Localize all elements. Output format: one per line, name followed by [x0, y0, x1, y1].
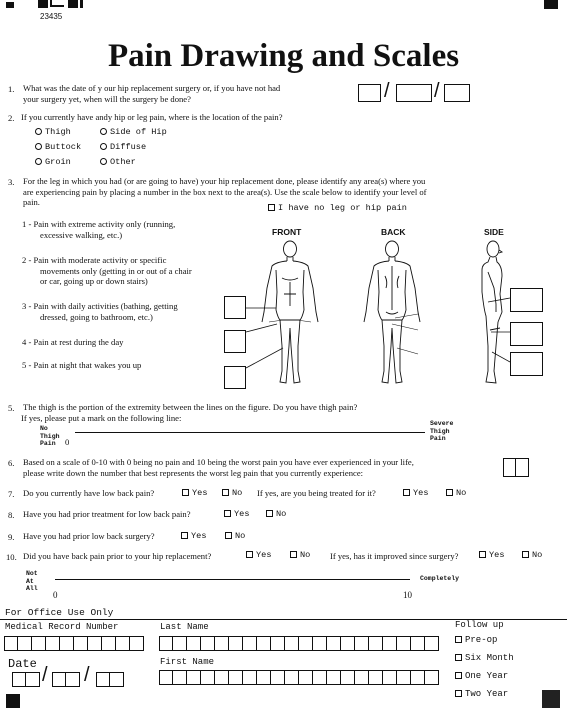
q1-text: What was the date of y our hip replacement surgery or, if you have not had your surgery yet, when will the surgery be done?: [23, 83, 281, 104]
date-day-input[interactable]: [52, 672, 80, 687]
q10-no[interactable]: No: [290, 550, 310, 560]
last-name-label: Last Name: [160, 622, 209, 632]
q10-text: Did you have back pain prior to your hip replacement?: [23, 551, 212, 561]
date-year-input[interactable]: [96, 672, 124, 687]
body-diagram: [220, 236, 560, 391]
pain-scale-1: 1 - Pain with extreme activity only (running, excessive walking, etc.): [22, 219, 176, 240]
side-area-box-1[interactable]: [510, 288, 543, 312]
q2-number: 2.: [8, 113, 15, 123]
q10-right-label: Completely: [420, 575, 460, 582]
q2-option-diffuse[interactable]: Diffuse: [100, 142, 146, 152]
q10-left-value: 0: [53, 590, 58, 600]
q3-number: 3.: [8, 177, 15, 187]
q2-option-groin[interactable]: Groin: [35, 157, 71, 167]
q8-no[interactable]: No: [266, 509, 286, 519]
q1-number: 1.: [8, 84, 15, 94]
q2-option-side-of-hip[interactable]: Side of Hip: [100, 127, 167, 137]
checkbox-icon[interactable]: [182, 489, 189, 496]
q6-text: Based on a scale of 0-10 with 0 being no pain and 10 being the worst pain you have ever experienced in your life, please write down the number that best represents the worst leg pain that you currently experience:: [23, 457, 414, 478]
q10-followup-no[interactable]: No: [522, 550, 542, 560]
q1-slash-2: /: [434, 80, 440, 102]
follow-up-six-month[interactable]: Six Month: [455, 653, 514, 663]
checkbox-icon[interactable]: [522, 551, 529, 558]
checkbox-icon[interactable]: [181, 532, 188, 539]
last-name-input[interactable]: [159, 636, 439, 651]
q2-option-other[interactable]: Other: [100, 157, 136, 167]
checkbox-icon[interactable]: [455, 690, 462, 697]
pain-scale-2: 2 - Pain with moderate activity or specific movements only (getting in or out of a chair or car, going up or down stairs): [22, 255, 192, 286]
front-area-box-3[interactable]: [224, 366, 246, 389]
view-label-back: BACK: [381, 227, 406, 237]
date-month-input[interactable]: [12, 672, 40, 687]
q10-followup-yes[interactable]: Yes: [479, 550, 504, 560]
front-figure: [262, 241, 318, 383]
q10-yes[interactable]: Yes: [246, 550, 271, 560]
checkbox-icon[interactable]: [290, 551, 297, 558]
q1-month-box[interactable]: [358, 84, 381, 102]
page-title: Pain Drawing and Scales: [107, 38, 460, 74]
radio-icon[interactable]: [100, 158, 107, 165]
q7-followup-yes[interactable]: Yes: [403, 488, 428, 498]
q5-thigh-pain-line[interactable]: [75, 432, 425, 433]
registration-mark-top-right: [544, 0, 558, 9]
q7-number: 7.: [8, 489, 15, 499]
checkbox-icon[interactable]: [455, 636, 462, 643]
q6-worst-pain-box[interactable]: [503, 458, 529, 477]
date-slash-1: /: [42, 664, 48, 686]
q2-option-thigh[interactable]: Thigh: [35, 127, 71, 137]
q7-no[interactable]: No: [222, 488, 242, 498]
q5-left-value: 0: [65, 437, 70, 447]
side-area-box-3[interactable]: [510, 352, 543, 376]
q2-text: If you currently have andy hip or leg pain, where is the location of the pain?: [21, 112, 283, 122]
mrn-input[interactable]: [4, 636, 144, 651]
front-area-box-1[interactable]: [224, 296, 246, 319]
checkbox-icon[interactable]: [225, 532, 232, 539]
q9-text: Have you had prior low back surgery?: [23, 531, 155, 541]
radio-icon[interactable]: [35, 158, 42, 165]
q2-option-buttock[interactable]: Buttock: [35, 142, 81, 152]
pain-scale-4: 4 - Pain at rest during the day: [22, 337, 124, 347]
q8-number: 8.: [8, 510, 15, 520]
q7-yes[interactable]: Yes: [182, 488, 207, 498]
checkbox-icon[interactable]: [455, 654, 462, 661]
q8-text: Have you had prior treatment for low back pain?: [23, 509, 191, 519]
q10-followup-text: If yes, has it improved since surgery?: [330, 551, 459, 561]
q6-number: 6.: [8, 458, 15, 468]
checkbox-icon[interactable]: [479, 551, 486, 558]
checkbox-icon[interactable]: [403, 489, 410, 496]
checkbox-icon[interactable]: [455, 672, 462, 679]
q1-slash-1: /: [384, 80, 390, 102]
front-area-box-2[interactable]: [224, 330, 246, 353]
q9-number: 9.: [8, 532, 15, 542]
view-label-front: FRONT: [272, 227, 302, 237]
follow-up-pre-op[interactable]: Pre-op: [455, 635, 497, 645]
q8-yes[interactable]: Yes: [224, 509, 249, 519]
radio-icon[interactable]: [35, 143, 42, 150]
q9-no[interactable]: No: [225, 531, 245, 541]
q1-day-box[interactable]: [396, 84, 432, 102]
q10-number: 10.: [6, 552, 17, 562]
q5-left-label: No Thigh Pain: [40, 425, 60, 447]
q5-text: The thigh is the portion of the extremity between the lines on the figure. Do you have thigh pain? If yes, please put a mark on the following line:: [21, 402, 358, 423]
q5-number: 5.: [8, 403, 15, 413]
q3-no-pain-checkbox[interactable]: I have no leg or hip pain: [268, 203, 407, 213]
checkbox-icon[interactable]: [446, 489, 453, 496]
q5-right-label: Severe Thigh Pain: [430, 420, 454, 442]
side-figure: [482, 241, 502, 383]
q7-followup-no[interactable]: No: [446, 488, 466, 498]
registration-mark-bottom-right: [542, 690, 560, 708]
back-figure: [364, 241, 420, 383]
registration-mark-bottom-left: [6, 694, 20, 708]
radio-icon[interactable]: [35, 128, 42, 135]
view-label-side: SIDE: [484, 227, 504, 237]
q10-improvement-line[interactable]: [55, 579, 410, 580]
checkbox-icon[interactable]: [266, 510, 273, 517]
follow-up-two-year[interactable]: Two Year: [455, 689, 508, 699]
q7-text: Do you currently have low back pain?: [23, 488, 155, 498]
radio-icon[interactable]: [100, 143, 107, 150]
mrn-label: Medical Record Number: [5, 622, 119, 632]
follow-up-one-year[interactable]: One Year: [455, 671, 508, 681]
date-slash-2: /: [84, 664, 90, 686]
checkbox-icon[interactable]: [224, 510, 231, 517]
q3-text: For the leg in which you had (or are going to have) your hip replacement done, please identify any area(s) where you are experiencing pain by placing a number in the box next to the area(s). Use the scale below to identify your level of pain.: [23, 176, 427, 207]
office-heading: For Office Use Only: [5, 607, 114, 618]
side-area-box-2[interactable]: [510, 322, 543, 346]
form-id: 23435: [40, 12, 63, 21]
q10-left-label: Not At All: [26, 570, 38, 592]
pain-scale-3: 3 - Pain with daily activities (bathing, getting dressed, going to bathroom, etc.): [22, 301, 178, 322]
pain-scale-5: 5 - Pain at night that wakes you up: [22, 360, 142, 370]
q9-yes[interactable]: Yes: [181, 531, 206, 541]
date-label: Date: [8, 657, 37, 671]
q1-year-box[interactable]: [444, 84, 470, 102]
radio-icon[interactable]: [100, 128, 107, 135]
q6-box-divider: [515, 458, 516, 477]
follow-up-label: Follow up: [455, 620, 504, 630]
q7-followup-text: If yes, are you being treated for it?: [257, 488, 376, 498]
first-name-label: First Name: [160, 657, 215, 667]
checkbox-icon[interactable]: [246, 551, 253, 558]
q10-right-value: 10: [403, 590, 412, 600]
checkbox-icon[interactable]: [222, 489, 229, 496]
registration-mark-top-left: [6, 2, 14, 8]
first-name-input[interactable]: [159, 670, 439, 685]
form-id-barcode: [38, 0, 84, 12]
checkbox-icon[interactable]: [268, 204, 275, 211]
